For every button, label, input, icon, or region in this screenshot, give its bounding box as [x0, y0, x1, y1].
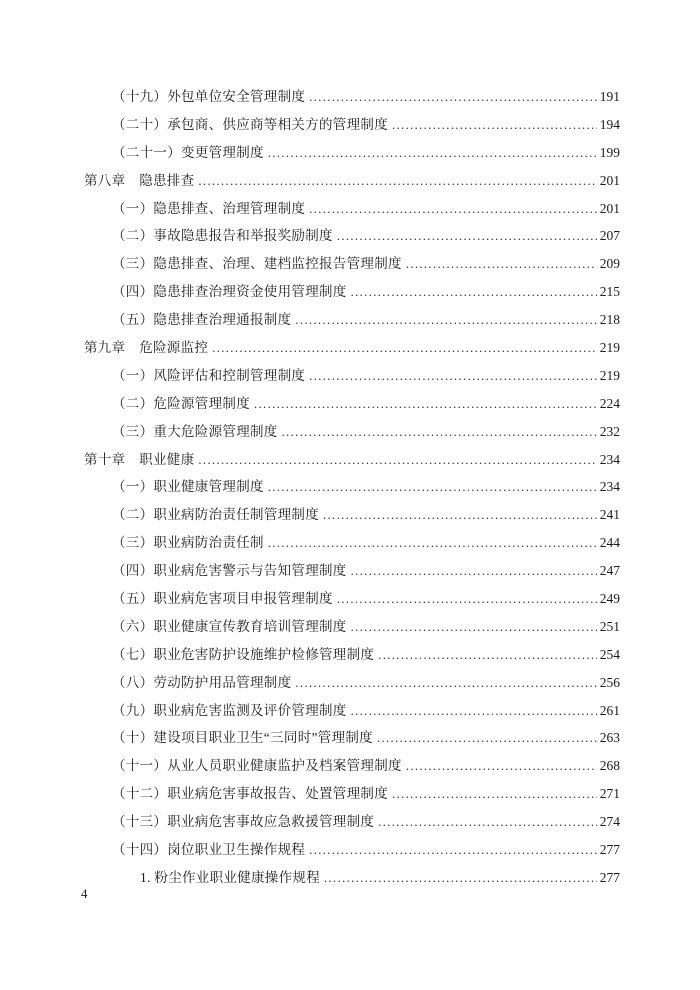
toc-entry[interactable] — [84, 780, 620, 808]
toc-leader-dots — [198, 447, 596, 475]
toc-leader-dots — [309, 363, 597, 391]
toc-entry-page: 268 — [599, 758, 620, 774]
toc-entry-title: （十三）职业病危害事故应急救援管理制度 — [112, 814, 375, 830]
toc-entry[interactable] — [84, 111, 620, 139]
toc-entry[interactable] — [84, 167, 620, 195]
toc-entry-title: （十）建设项目职业卫生“三同时”管理制度 — [112, 730, 373, 746]
toc-leader-dots — [351, 614, 597, 642]
toc-entry-title: （六）职业健康宣传教育培训管理制度 — [112, 618, 347, 634]
toc-entry[interactable] — [84, 362, 620, 390]
toc-leader-dots — [295, 670, 596, 698]
toc-entry-page: 271 — [599, 786, 620, 802]
toc-entry-title: （二十一）变更管理制度 — [112, 144, 264, 160]
toc-entry-title: （九）职业病危害监测及评价管理制度 — [112, 702, 347, 718]
toc-entry-title: 第十章 职业健康 — [84, 451, 195, 467]
toc-leader-dots — [406, 251, 597, 279]
toc-entry-title: （四）隐患排查治理资金使用管理制度 — [112, 284, 347, 300]
toc-leader-dots — [198, 168, 596, 196]
toc-entry-page: 251 — [599, 618, 620, 634]
toc-entry-page: 199 — [599, 144, 620, 160]
toc-entry-page: 249 — [599, 591, 620, 607]
toc-entry-page: 241 — [599, 507, 620, 523]
toc-leader-dots — [392, 781, 597, 809]
toc-entry[interactable] — [84, 808, 620, 836]
toc-entry-title: （十四）岗位职业卫生操作规程 — [112, 842, 306, 858]
toc-entry-title: （二）事故隐患报告和举报奖励制度 — [112, 228, 333, 244]
toc-entry[interactable] — [84, 613, 620, 641]
toc-leader-dots — [378, 642, 597, 670]
toc-entry-page: 244 — [599, 535, 620, 551]
toc-leader-dots — [337, 586, 597, 614]
toc-leader-dots — [268, 530, 597, 558]
toc-entry[interactable] — [84, 390, 620, 418]
footer-page-number: 4 — [81, 886, 88, 901]
toc-entry-title: （一）职业健康管理制度 — [112, 479, 264, 495]
toc-entry-page: 201 — [599, 172, 620, 188]
toc-entry[interactable] — [84, 697, 620, 725]
toc-leader-dots — [268, 140, 597, 168]
toc-leader-dots — [377, 725, 597, 753]
toc-leader-dots — [295, 307, 596, 335]
toc-entry-page: 224 — [599, 395, 620, 411]
toc-entry[interactable] — [84, 641, 620, 669]
toc-entry-page: 261 — [599, 702, 620, 718]
toc-entry-page: 191 — [599, 89, 620, 104]
toc-entry[interactable] — [84, 306, 620, 334]
toc-entry-title: （五）职业病危害项目申报管理制度 — [112, 591, 333, 607]
toc-entry[interactable] — [84, 222, 620, 250]
toc-entry[interactable] — [84, 278, 620, 306]
toc-entry-title: （十一）从业人员职业健康监护及档案管理制度 — [112, 758, 402, 774]
toc-leader-dots — [309, 196, 597, 224]
toc-entry-title: 第九章 危险源监控 — [84, 340, 209, 356]
toc-leader-dots — [282, 419, 597, 447]
toc-entry[interactable] — [84, 836, 620, 864]
toc-leader-dots — [337, 223, 597, 251]
toc-entry-title: （三）重大危险源管理制度 — [112, 423, 278, 439]
toc-entry-title: （十二）职业病危害事故报告、处置管理制度 — [112, 786, 388, 802]
toc-entry-title: （四）职业病危害警示与告知管理制度 — [112, 563, 347, 579]
toc-entry-title: （二）职业病防治责任制管理制度 — [112, 507, 319, 523]
toc-entry-page: 232 — [599, 423, 620, 439]
toc-leader-dots — [309, 84, 597, 112]
toc-leader-dots — [324, 865, 597, 893]
toc-entry-page: 194 — [599, 116, 620, 132]
toc-entry-title: （二）危险源管理制度 — [112, 395, 250, 411]
toc-entry-page: 209 — [599, 256, 620, 272]
toc-entry-page: 263 — [599, 730, 620, 746]
toc-leader-dots — [309, 837, 597, 865]
toc-entry[interactable] — [84, 501, 620, 529]
toc-leader-dots — [392, 112, 597, 140]
toc-entry-title: （五）隐患排查治理通报制度 — [112, 312, 292, 328]
toc-entry-page: 247 — [599, 563, 620, 579]
toc-entry[interactable] — [84, 334, 620, 362]
toc-entry-title: 第八章 隐患排查 — [84, 172, 195, 188]
toc-leader-dots — [351, 279, 597, 307]
toc-leader-dots — [323, 502, 597, 530]
toc-entry[interactable] — [84, 446, 620, 474]
toc-entry[interactable] — [84, 529, 620, 557]
toc-entry-page: 277 — [599, 869, 620, 885]
toc-entry-title: （二十）承包商、供应商等相关方的管理制度 — [112, 116, 388, 132]
toc-entry[interactable] — [84, 585, 620, 613]
toc-leader-dots — [268, 474, 597, 502]
toc-entry-page: 219 — [599, 340, 620, 356]
toc-entry-title: （一）风险评估和控制管理制度 — [112, 367, 306, 383]
toc-entry-page: 274 — [599, 814, 620, 830]
toc-entry-title: （八）劳动防护用品管理制度 — [112, 674, 292, 690]
toc-entry[interactable] — [84, 195, 620, 223]
toc-entry-page: 277 — [599, 842, 620, 858]
toc-entry[interactable] — [84, 864, 620, 892]
toc-leader-dots — [378, 809, 597, 837]
toc-entry-title: （三）职业病防治责任制 — [112, 535, 264, 551]
toc-leader-dots — [351, 558, 597, 586]
toc-leader-dots — [351, 698, 597, 726]
toc-entry[interactable] — [84, 752, 620, 780]
toc-entry-page: 218 — [599, 312, 620, 328]
toc-entry-page: 234 — [599, 451, 620, 467]
toc-entry-page: 234 — [599, 479, 620, 495]
toc-entry-title: （一）隐患排查、治理管理制度 — [112, 200, 306, 216]
toc-entry[interactable] — [84, 724, 620, 752]
toc-entry-page: 201 — [599, 200, 620, 216]
toc-entry[interactable] — [84, 473, 620, 501]
toc-entry-page: 219 — [599, 367, 620, 383]
toc-entry-title: （三）隐患排查、治理、建档监控报告管理制度 — [112, 256, 402, 272]
toc-entry[interactable] — [84, 139, 620, 167]
toc-entry[interactable] — [84, 418, 620, 446]
toc-list — [84, 83, 620, 892]
toc-leader-dots — [212, 335, 597, 363]
toc-entry-title: 1. 粉尘作业职业健康操作规程 — [140, 869, 320, 885]
toc-entry-page: 254 — [599, 646, 620, 662]
toc-entry[interactable] — [84, 557, 620, 585]
toc-entry-title: （七）职业危害防护设施维护检修管理制度 — [112, 646, 375, 662]
toc-leader-dots — [254, 391, 597, 419]
toc-entry-page: 215 — [599, 284, 620, 300]
toc-leader-dots — [406, 753, 597, 781]
toc-entry-title: （十九）外包单位安全管理制度 — [112, 89, 306, 104]
toc-entry[interactable] — [84, 83, 620, 111]
toc-entry[interactable] — [84, 250, 620, 278]
toc-entry[interactable] — [84, 669, 620, 697]
toc-entry-page: 207 — [599, 228, 620, 244]
toc-entry-page: 256 — [599, 674, 620, 690]
